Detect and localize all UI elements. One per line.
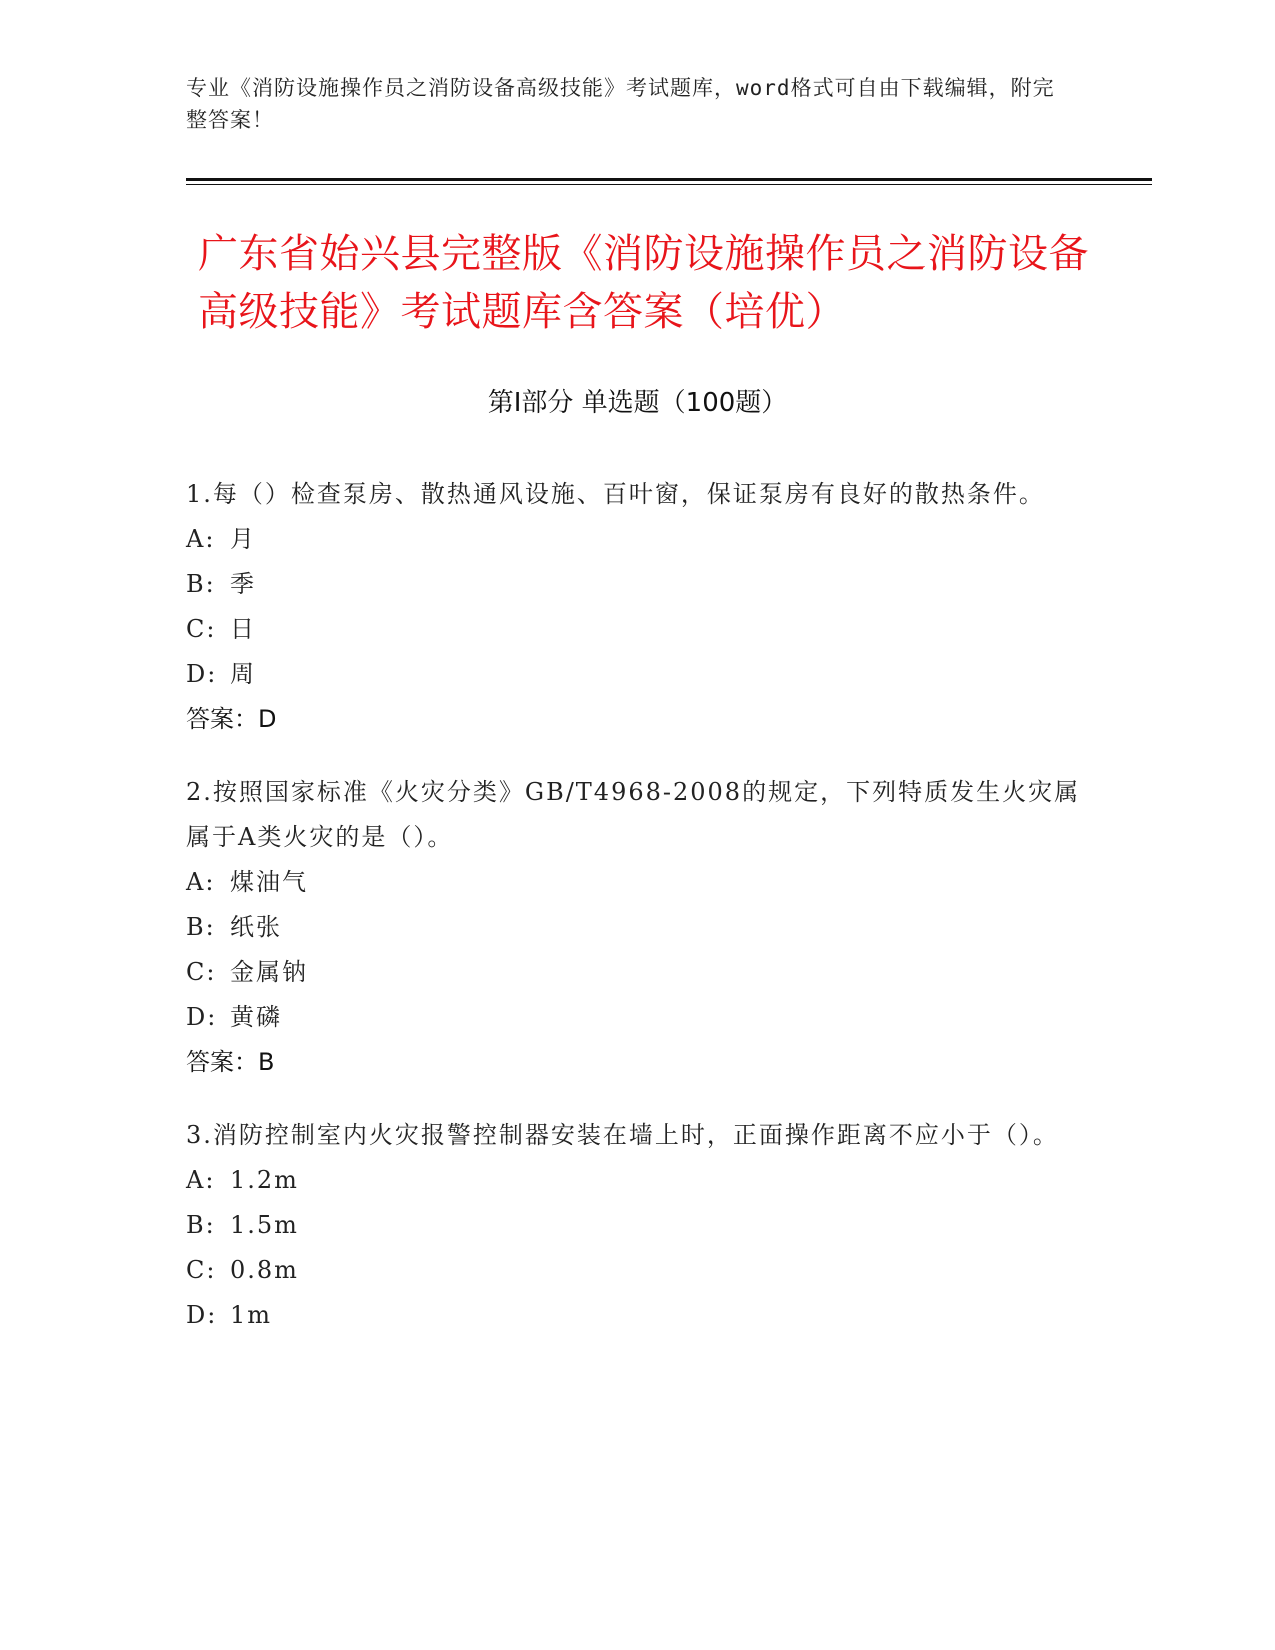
- option-a: [186, 517, 1086, 562]
- option-letter: A:: [186, 1166, 216, 1194]
- option-letter: D:: [186, 1301, 218, 1329]
- question-2: [186, 770, 1086, 1085]
- header-divider: [186, 178, 1152, 181]
- answer: 答案：D: [186, 705, 277, 733]
- option-letter: D:: [186, 660, 218, 688]
- option-text: 周: [230, 660, 256, 688]
- option-b: [186, 1203, 1086, 1248]
- option-text: 黄磷: [230, 1003, 282, 1031]
- option-letter: B:: [186, 1211, 216, 1239]
- option-c: [186, 607, 1086, 652]
- question-1: [186, 472, 1086, 742]
- option-text: 纸张: [230, 913, 282, 941]
- option-b: [186, 562, 1086, 607]
- option-text: 1.5m: [230, 1211, 299, 1239]
- option-text: 1m: [230, 1301, 273, 1329]
- answer: 答案：B: [186, 1048, 275, 1076]
- option-text: 1.2m: [230, 1166, 299, 1194]
- option-d: [186, 652, 1086, 697]
- option-d: [186, 1293, 1086, 1338]
- option-c: [186, 1248, 1086, 1293]
- option-letter: B:: [186, 913, 216, 941]
- option-text: 日: [230, 615, 256, 643]
- option-text: 季: [230, 570, 256, 598]
- header-divider-thin: [186, 184, 1152, 185]
- option-letter: D:: [186, 1003, 218, 1031]
- question-stem: 2.按照国家标准《火灾分类》GB/T4968-2008的规定，下列特质发生火灾属属于A类火灾的是（）。: [186, 778, 1081, 851]
- option-letter: B:: [186, 570, 216, 598]
- question-stem: 1.每（）检查泵房、散热通风设施、百叶窗，保证泵房有良好的散热条件。: [186, 480, 1045, 508]
- question-stem: 3.消防控制室内火灾报警控制器安装在墙上时，正面操作距离不应小于（）。: [186, 1121, 1059, 1149]
- option-text: 煤油气: [230, 868, 308, 896]
- option-letter: A:: [186, 868, 216, 896]
- section-title: 第Ⅰ部分 单选题（100题）: [487, 388, 788, 418]
- option-letter: C:: [186, 1256, 217, 1284]
- option-text: 月: [230, 525, 256, 553]
- option-text: 0.8m: [230, 1256, 299, 1284]
- document-title: 广东省始兴县完整版《消防设施操作员之消防设备高级技能》考试题库含答案（培优）: [198, 231, 1089, 335]
- option-a: [186, 1158, 1086, 1203]
- question-list: [186, 472, 1086, 1366]
- option-b: [186, 905, 1086, 950]
- option-c: [186, 950, 1086, 995]
- option-letter: A:: [186, 525, 216, 553]
- header-note: 专业《消防设施操作员之消防设备高级技能》考试题库，word格式可自由下载编辑，附完整答案！: [186, 76, 1055, 132]
- option-d: [186, 995, 1086, 1040]
- option-a: [186, 860, 1086, 905]
- option-text: 金属钠: [230, 958, 308, 986]
- question-3: [186, 1113, 1086, 1338]
- option-letter: C:: [186, 958, 217, 986]
- option-letter: C:: [186, 615, 217, 643]
